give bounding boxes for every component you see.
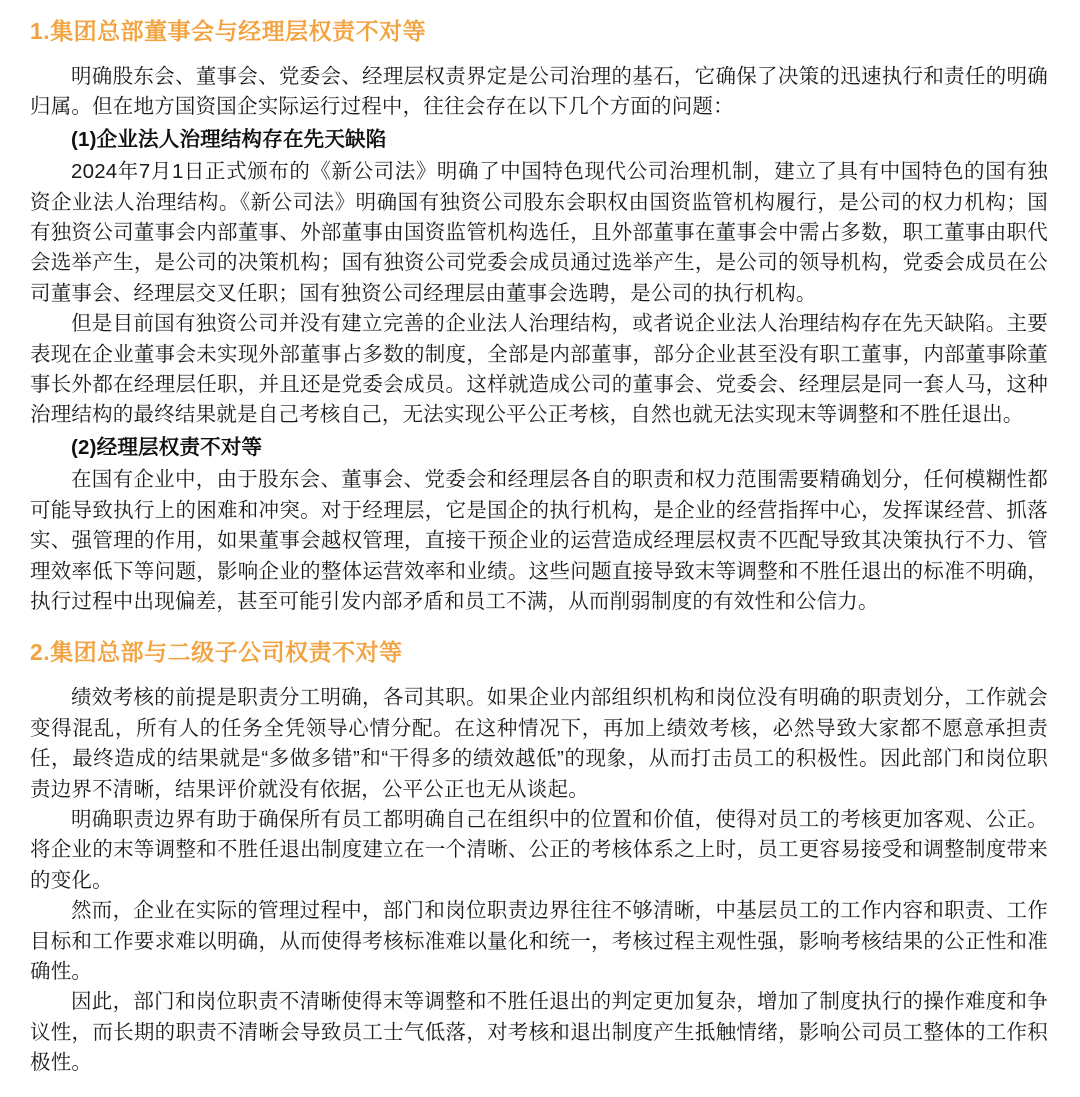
- paragraph: 绩效考核的前提是职责分工明确，各司其职。如果企业内部组织机构和岗位没有明确的职责划分，工作就会变得混乱，所有人的任务全凭领导心情分配。在这种情况下，再加上绩效考核，必然导致大家都不愿意承担责任，最终造成的结果就是“多做多错”和“干得多的绩效越低”的现象，从而打击员工的积极性。因此部门和岗位职责边界不清晰，结果评价就没有依据，公平公正也无从谈起。: [30, 686, 1048, 801]
- subheading: (1)企业法人治理结构存在先天缺陷: [71, 127, 387, 151]
- paragraph: 2024年7月1日正式颁布的《新公司法》明确了中国特色现代公司治理机制，建立了具有中国特色的国有独资企业法人治理结构。《新公司法》明确国有独资公司股东会职权由国资监管机构履行，是公司的权力机构；国有独资公司董事会内部董事、外部董事由国资监管机构选任，且外部董事在董事会中需占多数，职工董事由职代会选举产生，是公司的决策机构；国有独资公司党委会成员通过选举产生，是公司的领导机构，党委会成员在公司董事会、经理层交叉任职；国有独资公司经理层由董事会选聘，是公司的执行机构。: [30, 160, 1048, 305]
- paragraph: 在国有企业中，由于股东会、董事会、党委会和经理层各自的职责和权力范围需要精确划分，任何模糊性都可能导致执行上的困难和冲突。对于经理层，它是国企的执行机构，是企业的经营指挥中心，发挥谋经营、抓落实、强管理的作用，如果董事会越权管理，直接干预企业的运营造成经理层权责不匹配导致其决策执行不力、管理效率低下等问题，影响企业的整体运营效率和业绩。这些问题直接导致末等调整和不胜任退出的标准不明确，执行过程中出现偏差，甚至可能引发内部矛盾和员工不满，从而削弱制度的有效性和公信力。: [30, 468, 1048, 613]
- paragraph: 明确职责边界有助于确保所有员工都明确自己在组织中的位置和价值，使得对员工的考核更加客观、公正。将企业的末等调整和不胜任退出制度建立在一个清晰、公正的考核体系之上时，员工更容易接受和调整制度带来的变化。: [30, 807, 1048, 892]
- paragraph: 但是目前国有独资公司并没有建立完善的企业法人治理结构，或者说企业法人治理结构存在先天缺陷。主要表现在企业董事会未实现外部董事占多数的制度，全部是内部董事，部分企业甚至没有职工董事，内部董事除董事长外都在经理层任职，并且还是党委会成员。这样就造成公司的董事会、党委会、经理层是同一套人马，这种治理结构的最终结果就是自己考核自己，无法实现公平公正考核，自然也就无法实现末等调整和不胜任退出。: [30, 312, 1048, 427]
- section-heading: 2.集团总部与二级子公司权责不对等: [30, 639, 403, 666]
- document-section: [30, 637, 1048, 1078]
- document-body: [30, 16, 1048, 1079]
- paragraph: 然而，企业在实际的管理过程中，部门和岗位职责边界往往不够清晰，中基层员工的工作内容和职责、工作目标和工作要求难以明确，从而使得考核标准难以量化和统一，考核过程主观性强，影响考核结果的公正性和准确性。: [30, 899, 1048, 983]
- subheading: (2)经理层权责不对等: [71, 435, 263, 459]
- paragraph: 明确股东会、董事会、党委会、经理层权责界定是公司治理的基石，它确保了决策的迅速执行和责任的明确归属。但在地方国资国企实际运行过程中，往往会存在以下几个方面的问题：: [30, 65, 1048, 119]
- section-heading: 1.集团总部董事会与经理层权责不对等: [30, 18, 427, 44]
- document-section: [30, 16, 1048, 617]
- paragraph: 因此，部门和岗位职责不清晰使得末等调整和不胜任退出的判定更加复杂，增加了制度执行的操作难度和争议性，而长期的职责不清晰会导致员工士气低落，对考核和退出制度产生抵触情绪，影响公司员工整体的工作积极性。: [30, 990, 1048, 1075]
